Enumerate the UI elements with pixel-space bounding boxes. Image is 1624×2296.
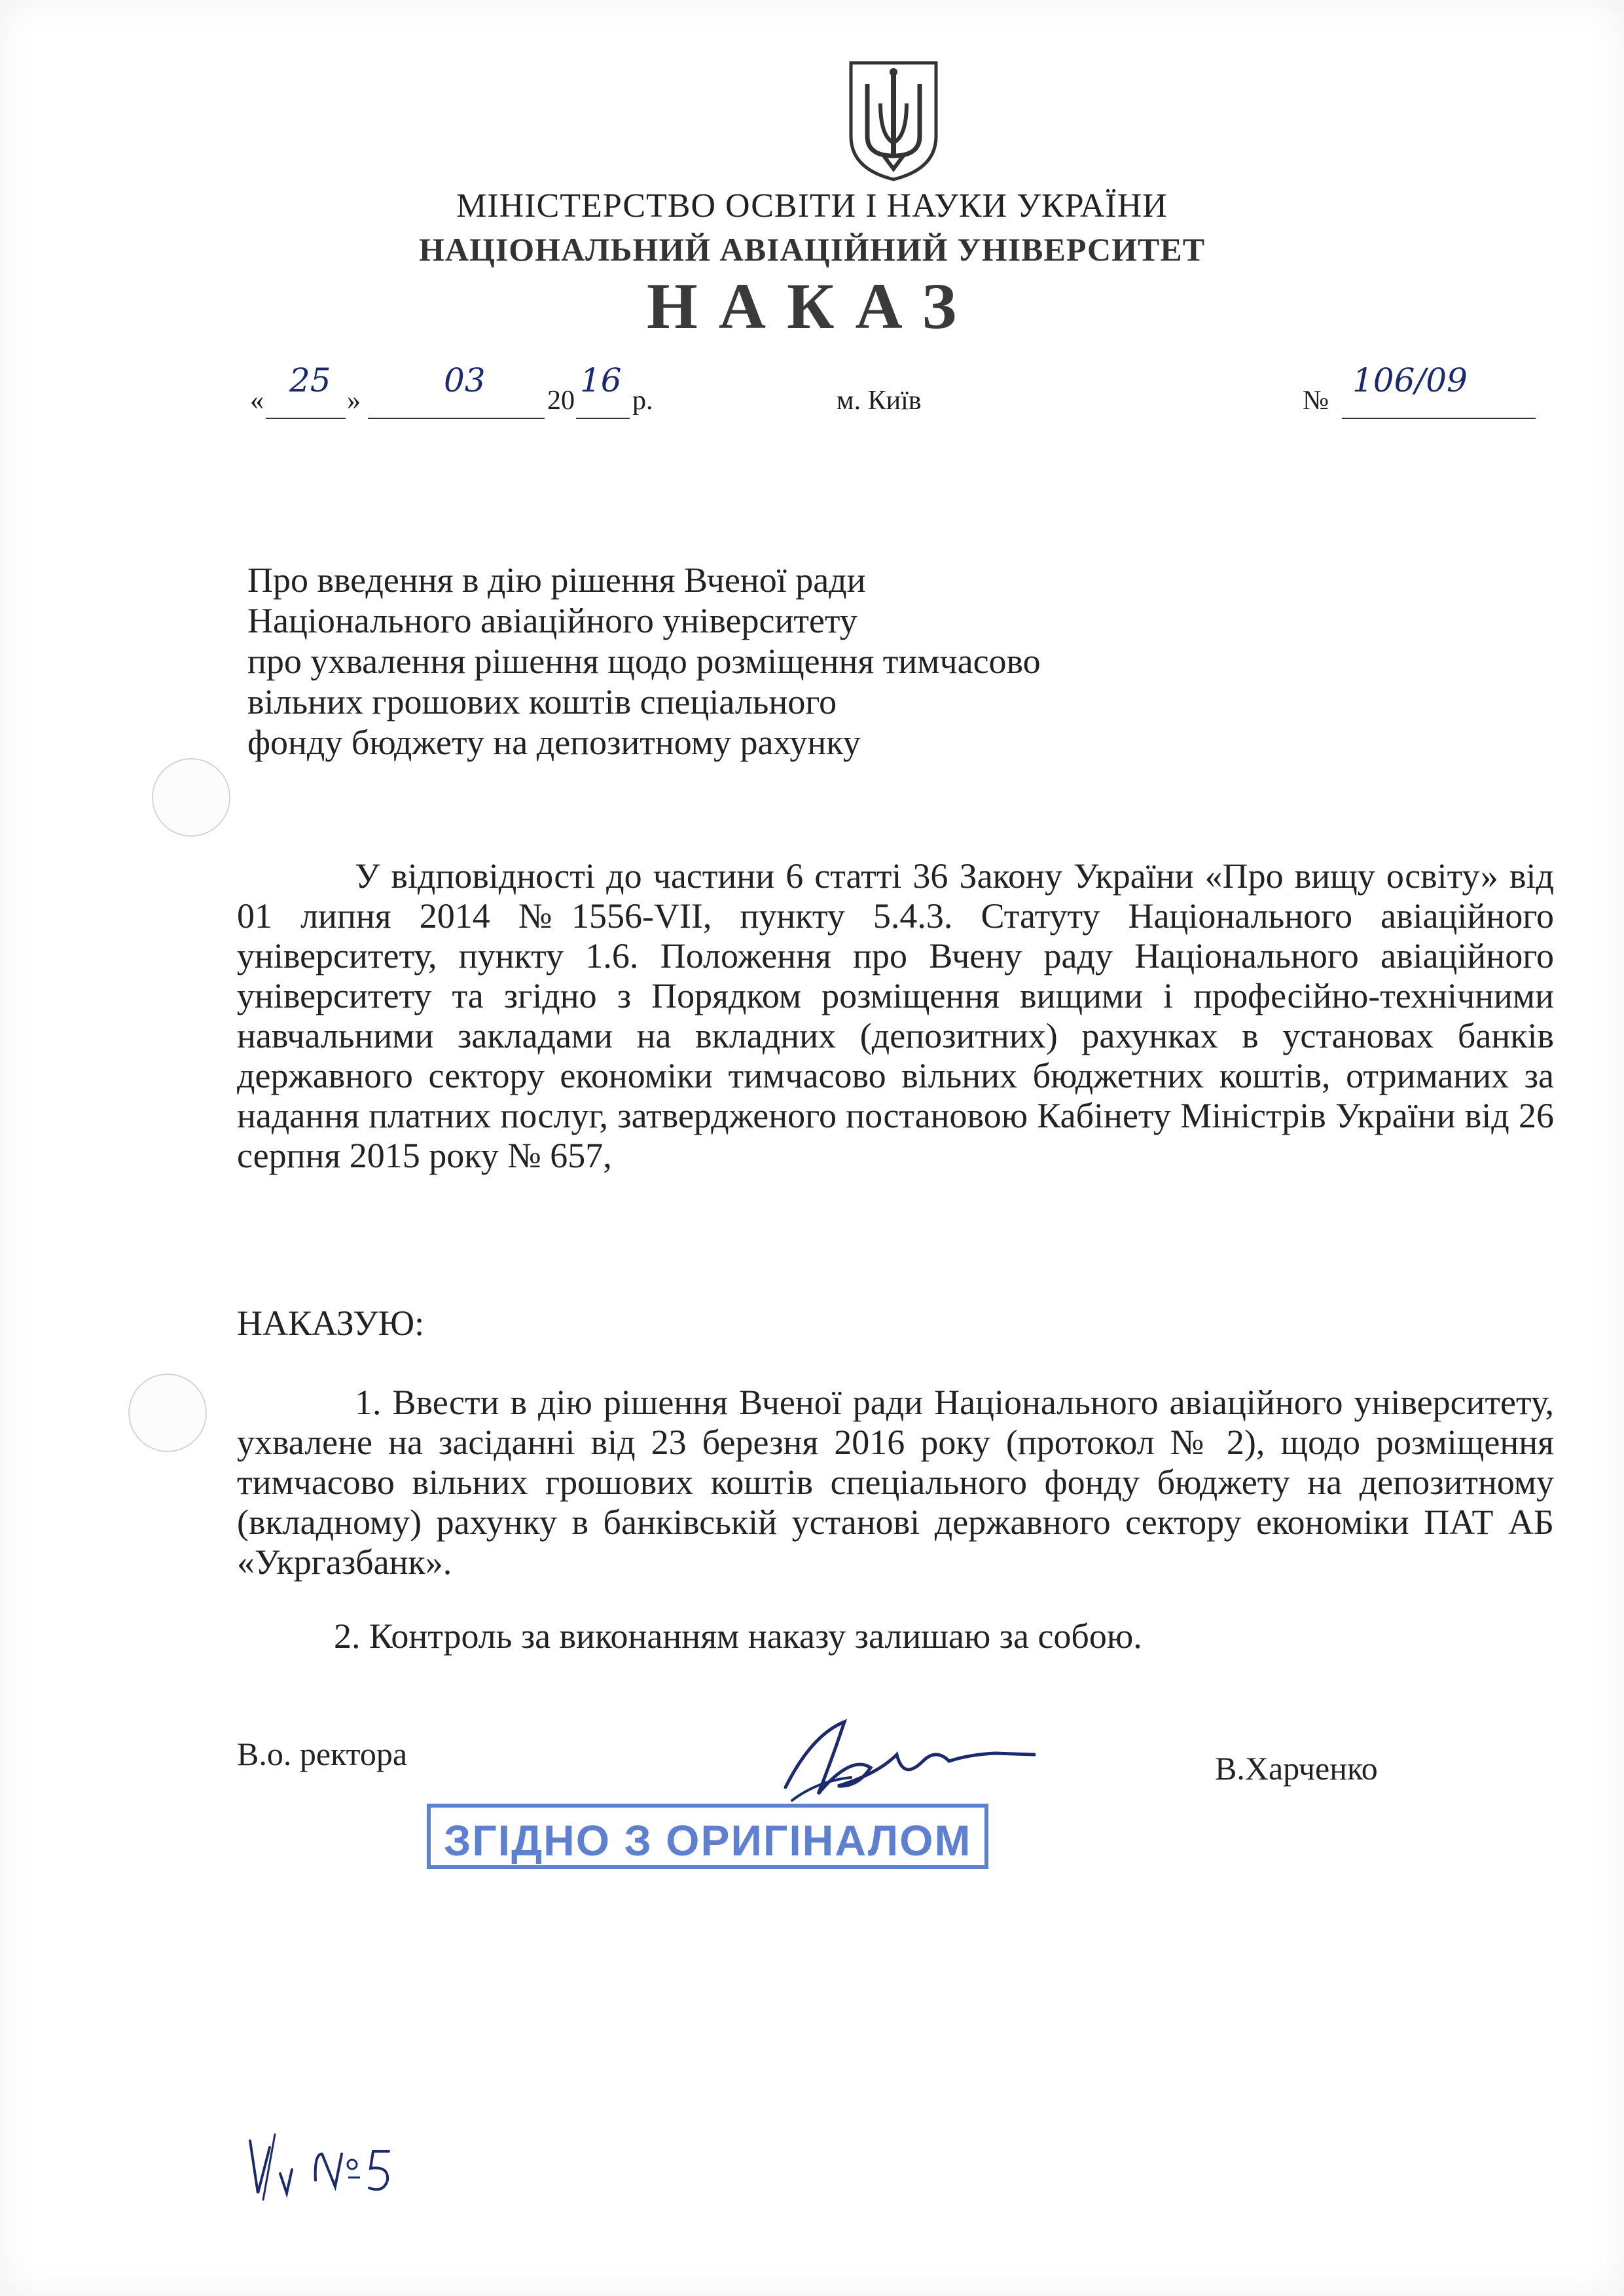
month-field [368,361,545,419]
punch-hole-bottom [128,1374,207,1452]
date-number-row [0,361,1624,424]
document-type: НАКАЗ [646,270,978,342]
ministry-title: МІНІСТЕРСТВО ОСВІТИ І НАУКИ УКРАЇНИ [456,187,1168,225]
signatory-name: В.Харченко [1215,1750,1378,1787]
university-title: НАЦІОНАЛЬНИЙ АВІАЦІЙНИЙ УНІВЕРСИТЕТ [418,231,1206,268]
order-item-1: 1. Ввести в дію рішення Вченої ради Національного авіаційного університету, ухвалене на засіданні від 23 березня 2016 року (протокол № 2), щодо розміщення тимчасово вільних грошових коштів спеціального фонду бюджету на депозитному (вкладному) рахунку в банківській установі державного сектору економіки ПАТ АБ «Укргазбанк». [237,1383,1554,1582]
order-item-2: 2. Контроль за виконанням наказу залишаю за собою. [334,1616,1142,1656]
handwritten-signature [772,1709,1047,1807]
number-label: № [1303,386,1329,416]
month-value: 03 [444,361,486,399]
close-quote: » [347,386,361,416]
subject-line: Національного авіаційного університету [247,601,857,640]
order-subject [247,560,1164,763]
certification-stamp: ЗГІДНО З ОРИГІНАЛОМ [427,1804,988,1869]
subject-line: фонду бюджету на депозитному рахунку [247,723,861,762]
number-value: 106/09 [1352,361,1468,399]
handwritten-note [244,2128,401,2206]
subject-line: Про введення в дію рішення Вченої ради [247,560,866,600]
order-word: НАКАЗУЮ: [237,1303,425,1343]
preamble-paragraph: У відповідності до частини 6 статті 36 Закону України «Про вищу освіту» від 01 липня 2014 №1556-VII, пункту 5.4.3. Статуту Національного авіаційного університету, пункту 1.6. Положення про Вчену раду Національного авіаційного університету та згідно з Порядком розміщення вищими і професійно-технічними навчальними закладами на вкладних (депозитних) рахунках в установах банків державного сектору економіки тимчасово вільних бюджетних коштів, отриманих за надання платних послуг, затвердженого постановою Кабінету Міністрів України від 26 серпня 2015 року № 657, [237,856,1554,1175]
year-prefix: 20 [547,386,575,416]
subject-line: про ухвалення рішення щодо розміщення тимчасово [247,642,1041,681]
year-field [576,361,630,419]
number-field [1342,361,1536,419]
open-quote: « [250,386,264,416]
city: м. Київ [837,386,922,416]
year-abbr: р. [632,386,653,416]
signatory-title: В.о. ректора [237,1736,408,1772]
year-value: 16 [580,361,622,399]
subject-line: вільних грошових коштів спеціального [247,682,837,721]
day-value: 25 [289,361,331,399]
punch-hole-top [152,758,230,837]
day-field [266,361,346,419]
coat-of-arms-icon [844,58,943,182]
